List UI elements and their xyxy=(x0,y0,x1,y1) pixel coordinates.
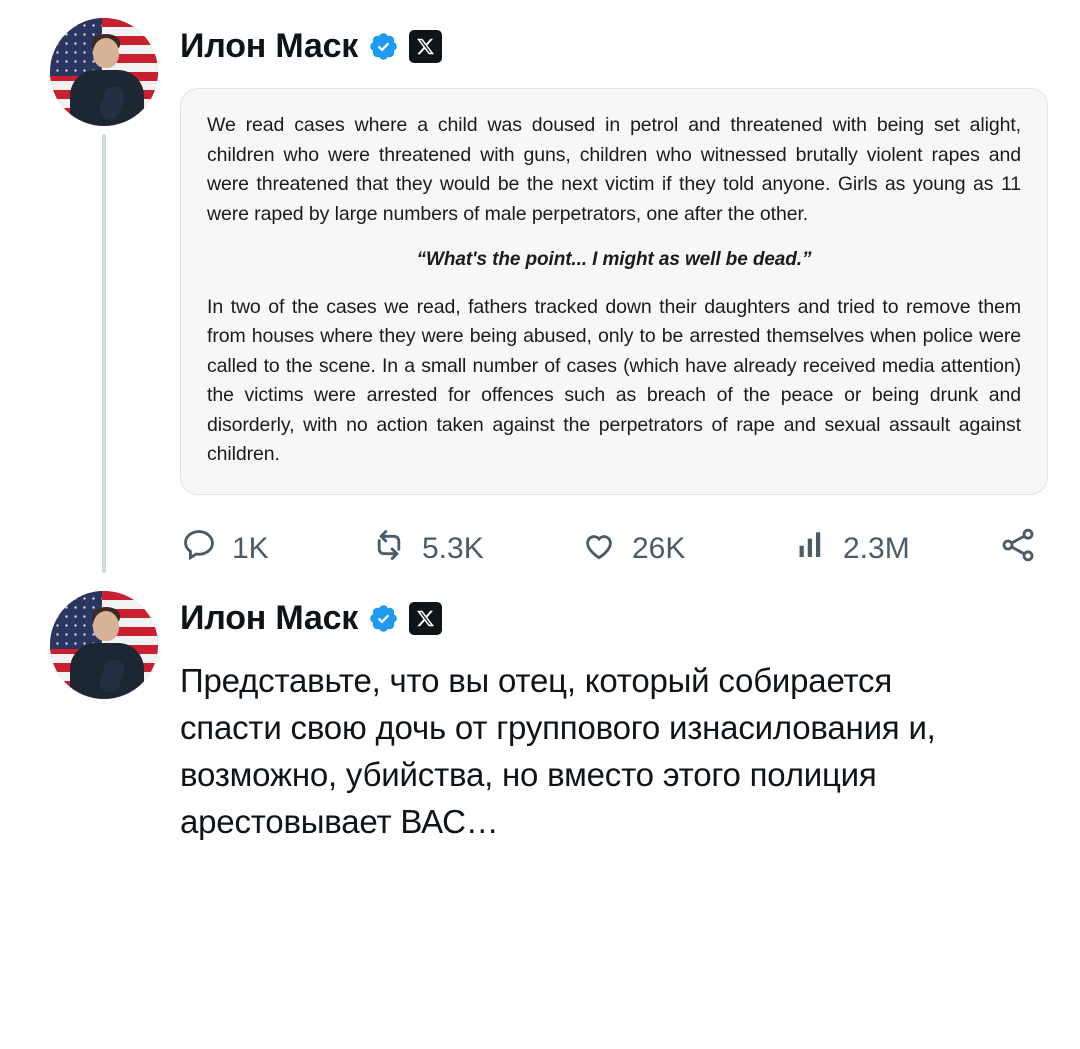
avatar[interactable] xyxy=(50,591,158,699)
author-row xyxy=(180,18,1056,74)
tweet-actions xyxy=(180,525,1056,573)
analytics-icon xyxy=(795,528,829,570)
quoted-document-image[interactable] xyxy=(180,88,1048,495)
author-name[interactable]: Илон Маск xyxy=(180,26,359,65)
retweet-action[interactable] xyxy=(370,526,580,572)
avatar-column xyxy=(44,591,164,845)
avatar[interactable] xyxy=(50,18,158,126)
like-action[interactable] xyxy=(580,526,795,572)
thread-connector-line xyxy=(102,134,106,573)
verified-icon xyxy=(368,603,399,634)
avatar-head xyxy=(93,38,119,68)
verified-icon xyxy=(368,31,399,62)
tweet-item[interactable] xyxy=(0,591,1080,845)
reply-icon xyxy=(180,526,218,572)
retweet-icon xyxy=(370,526,408,572)
author-name[interactable]: Илон Маск xyxy=(180,599,359,637)
quote-paragraph-2: In two of the cases we read, fathers tracked down their daughters and tried to remove them from houses where they were being abused, only to be arrested themselves when police were called to the scene. In a small number of cases (which have already received media attention) the victims were arrested for offences such as breach of the peace or being drunk and disorderly, with no action taken against the perpetrators of rape and sexual assault against children. xyxy=(207,295,1021,465)
avatar-column xyxy=(44,18,164,573)
reply-action[interactable] xyxy=(180,526,370,572)
share-action[interactable] xyxy=(998,525,1038,573)
views-count: 2.3M xyxy=(843,531,910,565)
tweet-content xyxy=(164,18,1056,573)
retweet-count: 5.3K xyxy=(422,531,484,565)
heart-icon xyxy=(580,526,618,572)
x-logo-icon[interactable] xyxy=(409,30,442,63)
avatar-head xyxy=(93,611,119,641)
quote-paragraph-1: We read cases where a child was doused in petrol and threatened with being set alight, children who were threatened with guns, children who witnessed brutally violent rapes and were threatened that they would be the next victim if they told anyone. Girls as young as 11 were raped by large numbers of male perpetrators, one after the other. xyxy=(207,114,1021,225)
like-count: 26K xyxy=(632,531,686,565)
share-icon xyxy=(998,525,1038,573)
tweet-content xyxy=(164,591,1056,845)
tweet-body-text: Представьте, что вы отец, который собирается спасти свою дочь от группового изнасилования и, возможно, убийства, но вместо этого полиция арестовывает ВАС… xyxy=(180,661,936,840)
tweet-item[interactable] xyxy=(0,18,1080,573)
reply-count: 1K xyxy=(232,531,269,565)
x-logo-icon[interactable] xyxy=(409,602,442,635)
author-row xyxy=(180,591,1056,647)
quote-pull-quote: “What's the point... I might as well be dead.” xyxy=(416,249,812,270)
views-action[interactable] xyxy=(795,528,995,570)
